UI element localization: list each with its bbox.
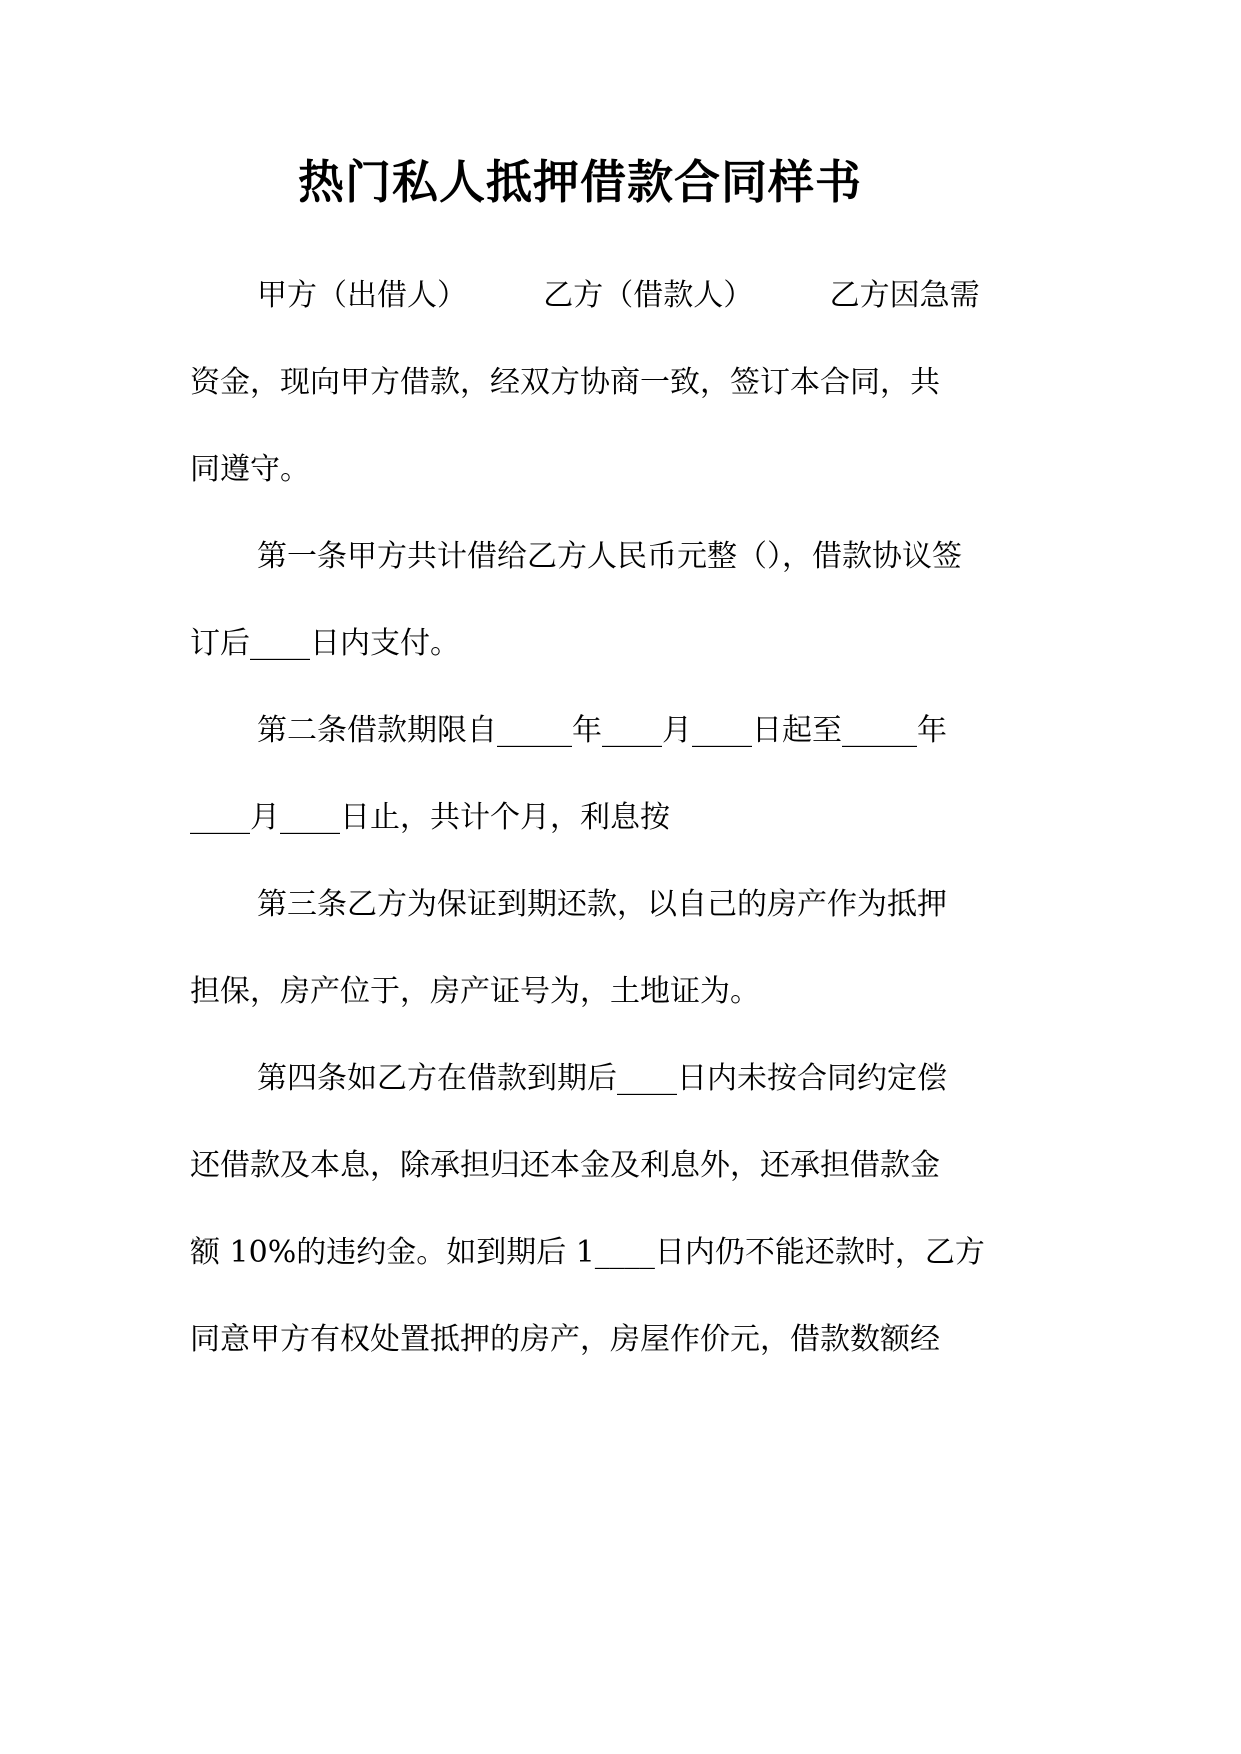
paragraph-line: 同遵守。	[190, 452, 310, 487]
document-title: 热门私人抵押借款合同样书	[298, 155, 862, 209]
paragraph-line: 资金，现向甲方借款，经双方协商一致，签订本合同，共	[190, 365, 940, 400]
clause-2-line: 第二条借款期限自_____年____月____日起至_____年	[257, 713, 947, 748]
clause-2-line: ____月____日止，共计个月，利息按	[190, 800, 670, 835]
clause-1-line: 第一条甲方共计借给乙方人民币元整（），借款协议签	[257, 539, 962, 574]
paragraph-line-parties: 甲方（出借人） 乙方（借款人） 乙方因急需	[257, 278, 980, 313]
clause-1-line: 订后____日内支付。	[190, 626, 460, 661]
clause-4-line: 还借款及本息，除承担归还本金及利息外，还承担借款金	[190, 1148, 940, 1183]
clause-3-line: 第三条乙方为保证到期还款，以自己的房产作为抵押	[257, 887, 947, 922]
clause-4-line: 第四条如乙方在借款到期后____日内未按合同约定偿	[257, 1061, 947, 1096]
clause-4-line: 额 10%的违约金。如到期后 1____日内仍不能还款时，乙方	[190, 1235, 985, 1270]
clause-3-line: 担保，房产位于，房产证号为，土地证为。	[190, 974, 760, 1009]
clause-4-line: 同意甲方有权处置抵押的房产，房屋作价元，借款数额经	[190, 1322, 940, 1357]
